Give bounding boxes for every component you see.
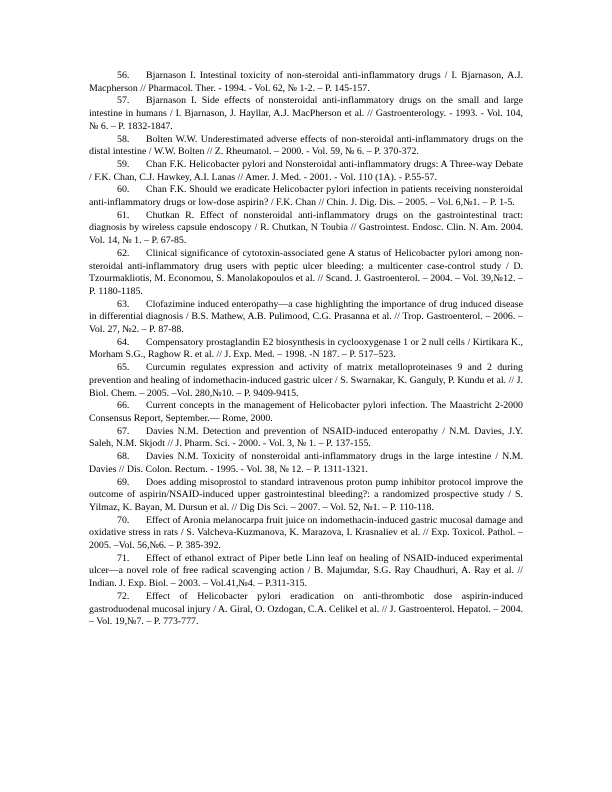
reference-item [89,362,523,400]
reference-text: Curcumin regulates expression and activity of matrix metalloproteinases 9 and 2 during prevention and healing of indomethacin-induced gastric ulcer / S. Swarnakar, K. Ganguly, P. Kundu et al. // J. Biol. Chem. – 2005. –Vol. 280,№10. – P. 9409-9415. [89,362,523,399]
reference-item [89,299,523,337]
reference-text: Bjarnason I. Intestinal toxicity of non-steroidal anti-inflammatory drugs / I. Bjarnason, A.J. Macpherson // Pharmacol. Ther. - 1994. - Vol. 62, № 1-2. – P. 145-157. [89,70,523,94]
reference-number: 58. [117,133,130,145]
reference-item [89,184,523,209]
reference-item [89,337,523,362]
reference-number: 60. [117,184,130,196]
reference-text: Bolten W.W. Underestimated adverse effects of non-steroidal anti-inflammatory drugs on the distal intestine / W.W. Bolten // Z. Rheumatol. – 2000. - Vol. 59, № 6. – P. 370-372. [89,133,523,158]
reference-number: 72. [117,590,130,602]
reference-text: Clinical significance of cytotoxin-associated gene A status of Helicobacter pylori among non-steroidal anti-inflammatory drug users with peptic ulcer bleeding: a multicenter case-control study / D. Tzourmakliotis, M. Economou, S. Manolakopoulos et al. // Scand. J. Gastroenterol. – 2004. – Vol. 39,№12. – P. 1180-1185. [89,247,523,297]
reference-item [89,210,523,248]
reference-text: Does adding misoprostol to standard intravenous proton pump inhibitor protocol improve the outcome of aspirin/NSAID-induced upper gastrointestinal bleeding?: a randomized prospective study / S. Yilmaz, K. Bayan, M. Dursun et al. // Dig Dis Sci. – 2007. – Vol. 52, №1. – P. 110-118. [89,476,523,513]
reference-number: 57. [117,95,130,107]
reference-text: Bjarnason I. Side effects of nonsteroidal anti-inflammatory drugs on the small and large intestine in humans / I. Bjarnason, J. Hayllar, A.J. MacPherson et al. // Gastroenterology. - 1993. - Vol. 104, № 6. – P. 1832-1847. [89,95,523,132]
reference-item [89,70,523,95]
reference-number: 65. [117,362,130,374]
reference-number: 67. [117,425,130,437]
reference-item [89,95,523,133]
reference-number: 66. [117,400,130,412]
reference-text: Compensatory prostaglandin E2 biosynthesis in cyclooxygenase 1 or 2 null cells / Kirtikara K., Morham S.G., Raghow R. et al. // J. Exp. Med. – 1998. -N 187. – P. 517–523. [89,336,523,361]
reference-text: Effect of Helicobacter pylori eradication on anti-thrombotic dose aspirin-induced gastroduodenal mucosal injury / A. Giral, O. Ozdogan, C.A. Celikel et al. // J. Gastroenterol. Hepatol. – 2004. – Vol. 19,№7. – P. 773-777. [89,590,523,628]
reference-text: Clofazimine induced enteropathy—a case highlighting the importance of drug induced disease in differential diagnosis / B.S. Mathew, A.B. Pulimood, C.G. Prasanna et al. // Trop. Gastroenterol. – 2006. – Vol. 27, №2. – P. 87-88. [89,298,523,336]
reference-number: 61. [117,209,130,221]
reference-item [89,400,523,425]
reference-text: Chan F.K. Helicobacter pylori and Nonsteroidal anti-inflammatory drugs: A Three-way Debate / F.K. Chan, C.J. Hawkey, A.I. Lanas // Amer. J. Med. - 2001. - Vol. 110 (1A). - P.55-57. [89,158,523,183]
reference-number: 62. [117,247,130,259]
reference-number: 64. [117,336,130,348]
reference-text: Davies N.M. Detection and prevention of NSAID-induced enteropathy / N.M. Davies, J.Y. Saleh, N.M. Skjodt // J. Pharm. Sci. - 2000. - Vol. 3, № 1. – P. 137-155. [89,425,523,450]
reference-text: Effect of ethanol extract of Piper betle Linn leaf on healing of NSAID-induced experimental ulcer—a novel role of free radical scavenging action / B. Majumdar, S.G. Ray Chaudhuri, A. Ray et al. // Indian. J. Exp. Biol. – 2003. – Vol.41,№4. – P.311-315. [89,552,523,590]
reference-text: Davies N.M. Toxicity of nonsteroidal anti-inflammatory drugs in the large intestine / N.M. Davies // Dis. Colon. Rectum. - 1995. - Vol. 38, № 12. – P. 1311-1321. [89,451,523,475]
reference-text: Effect of Aronia melanocarpa fruit juice on indomethacin-induced gastric mucosal damage and oxidative stress in rats / S. Valcheva-Kuzmanova, K. Marazova, I. Krasnaliev et al. // Exp. Toxicol. Pathol. – 2005. –Vol. 56,№6. – P. 385-392. [89,514,523,552]
reference-text: Current concepts in the management of Helicobacter pylori infection. The Maastricht 2-2000 Consensus Report, September.— Rome, 2000. [89,400,523,424]
reference-number: 68. [117,451,130,463]
reference-item [89,591,523,629]
reference-text: Chan F.K. Should we eradicate Helicobacter pylori infection in patients receiving nonsteroidal anti-inflammatory drugs or low-dose aspirin? / F.K. Chan // Chin. J. Dig. Dis. – 2005. – Vol. 6,№1. – P. 1-5. [89,184,523,209]
reference-item [89,248,523,299]
reference-item [89,159,523,184]
reference-number: 56. [117,70,130,81]
reference-item [89,451,523,476]
reference-item [89,426,523,451]
reference-number: 69. [117,476,130,488]
reference-number: 63. [117,298,130,310]
reference-item [89,515,523,553]
reference-number: 71. [117,552,130,564]
reference-number: 70. [117,514,130,526]
reference-item [89,553,523,591]
reference-item [89,134,523,159]
reference-text: Chutkan R. Effect of nonsteroidal anti-inflammatory drugs on the gastrointestinal tract: diagnosis by wireless capsule endoscopy / R. Chutkan, N Toubia // Gastrointest. Endosc. Clin. N. Am. 2004. Vol. 14, № 1. – P. 67-85. [89,209,523,247]
reference-list [89,70,523,629]
reference-item [89,477,523,515]
reference-number: 59. [117,158,130,170]
